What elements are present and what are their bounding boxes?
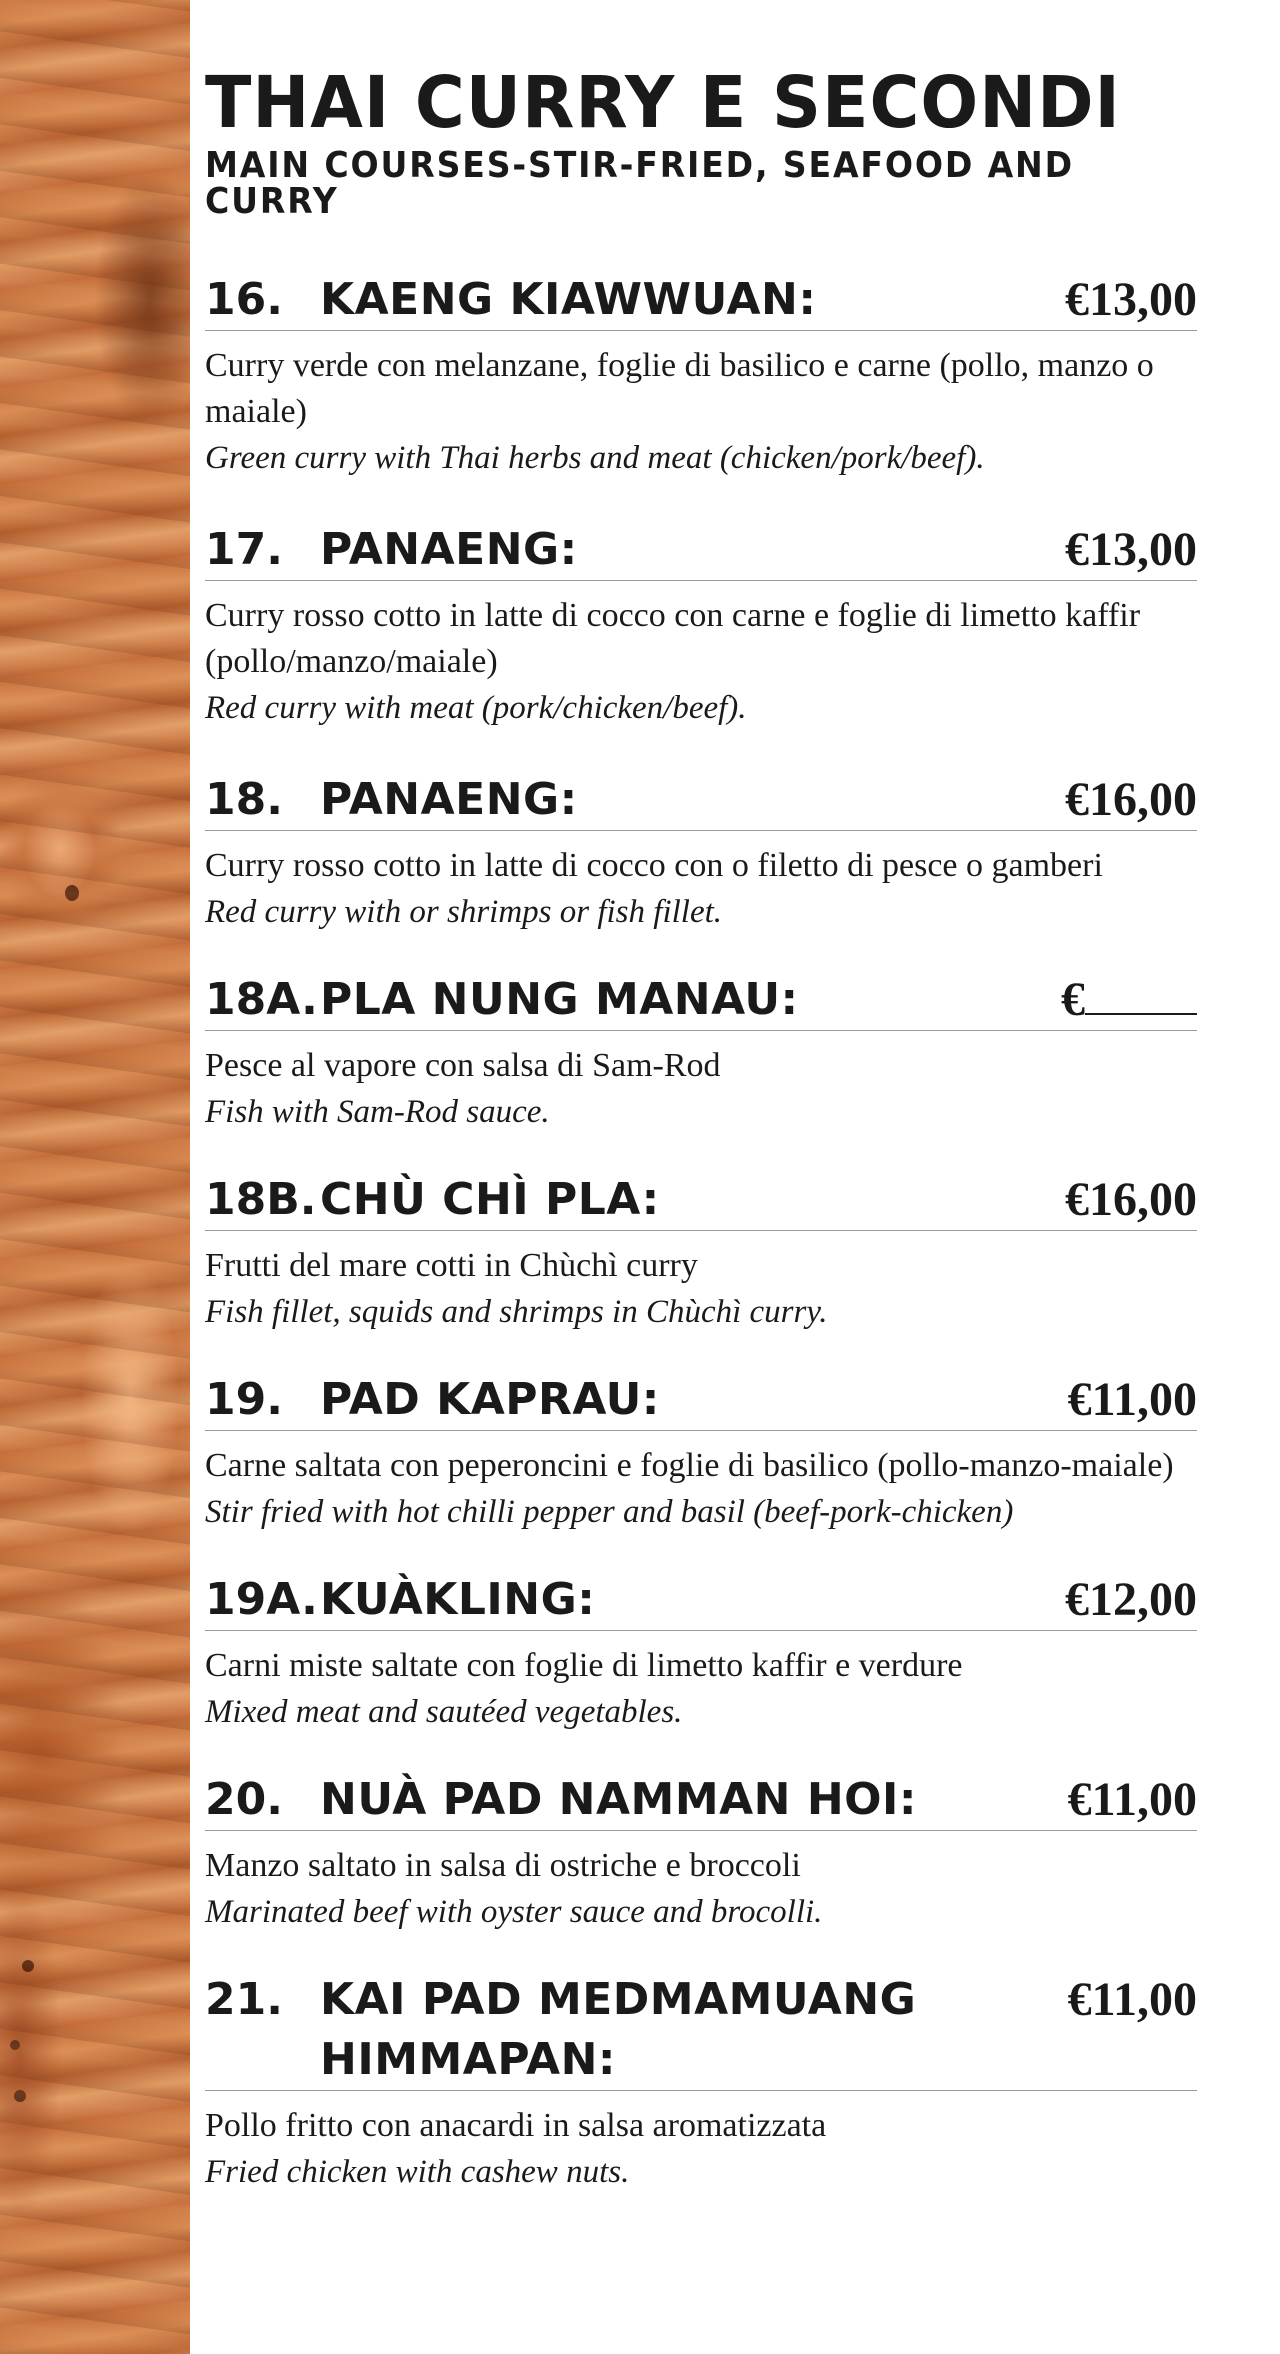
menu-item-header [205,270,1197,331]
item-description [205,343,1197,481]
item-description-italian: Curry verde con melanzane, foglie di basilico e carne (pollo, manzo o maiale) [205,347,1154,430]
menu-item-header [205,1570,1197,1631]
item-name: NUÀ PAD NAMMAN HOI: [320,1774,918,1825]
menu-item [205,970,1197,1135]
page-subtitle: MAIN COURSES-STIR-FRIED, SEAFOOD AND CURRY [205,145,1074,222]
item-price: € [1061,970,1197,1030]
item-description [205,2103,1197,2195]
item-description-italian: Frutti del mare cotti in Chùchì curry [205,1247,698,1284]
item-name: PLA NUNG MANAU: [320,974,799,1025]
item-description [205,1243,1197,1335]
item-description [205,843,1197,935]
item-name: CHÙ CHÌ PLA: [320,1174,660,1225]
item-name: KAENG KIAWWUAN: [320,274,817,325]
page-title: THAI CURRY E SECONDI [205,62,1121,145]
item-description-italian: Curry rosso cotto in latte di cocco con o filetto di pesce o gamberi [205,847,1103,884]
menu-item [205,770,1197,935]
item-description-english: Marinated beef with oyster sauce and brocolli. [205,1894,823,1930]
item-description-english: Stir fried with hot chilli pepper and basil (beef-pork-chicken) [205,1494,1014,1530]
item-name: PANAENG: [320,774,578,825]
item-name: PANAENG: [320,524,578,575]
item-description [205,593,1197,731]
menu-item [205,520,1197,731]
menu-item [205,270,1197,481]
item-number: 21. [205,1974,283,2025]
menu-item-header [205,1370,1197,1431]
menu-item [205,1370,1197,1535]
item-number: 17. [205,524,283,575]
wood-texture-panel [0,0,190,2354]
price-blank-line [1085,975,1197,1015]
item-description-italian: Curry rosso cotto in latte di cocco con carne e foglie di limetto kaffir (pollo/manzo/maiale) [205,597,1141,680]
menu-item-header [205,1170,1197,1231]
item-number: 16. [205,274,283,325]
item-number: 18. [205,774,283,825]
item-description-italian: Carne saltata con peperoncini e foglie di basilico (pollo-manzo-maiale) [205,1447,1174,1484]
item-description [205,1043,1197,1135]
wood-knot [10,2040,20,2050]
item-price: €13,00 [1065,273,1197,326]
item-price: €12,00 [1065,1573,1197,1626]
menu-item [205,1770,1197,1935]
item-description-english: Fried chicken with cashew nuts. [205,2154,630,2190]
menu-item [205,1170,1197,1335]
item-description-english: Fish with Sam-Rod sauce. [205,1094,550,1130]
item-price: €13,00 [1065,523,1197,576]
item-name: KAI PAD MEDMAMUANG HIMMAPAN: [320,1974,917,2085]
item-number: 19. [205,1374,283,1425]
item-name: KUÀKLING: [320,1574,596,1625]
menu-item-header [205,1770,1197,1831]
item-price: €11,00 [1067,1373,1197,1426]
wood-knot [65,885,79,901]
item-name: PAD KAPRAU: [320,1374,660,1425]
item-description [205,1443,1197,1535]
item-description-english: Green curry with Thai herbs and meat (chicken/pork/beef). [205,440,985,476]
item-description-english: Mixed meat and sautéed vegetables. [205,1694,683,1730]
item-price: €11,00 [1067,1773,1197,1826]
menu-item [205,1570,1197,1735]
item-description-english: Fish fillet, squids and shrimps in Chùchì curry. [205,1294,828,1330]
wood-knot [14,2090,26,2102]
item-description [205,1843,1197,1935]
menu-item [205,1970,1197,2195]
item-number: 20. [205,1774,283,1825]
item-price: €16,00 [1065,1173,1197,1226]
wood-knot [22,1960,34,1972]
menu-item-header [205,520,1197,581]
item-description-english: Red curry with meat (pork/chicken/beef). [205,690,747,726]
item-description-english: Red curry with or shrimps or fish fillet. [205,894,723,930]
item-number: 18B. [205,1174,317,1225]
item-description-italian: Pollo fritto con anacardi in salsa aromatizzata [205,2107,827,2144]
item-description-italian: Manzo saltato in salsa di ostriche e broccoli [205,1847,801,1884]
item-price: €11,00 [1067,1973,1197,2026]
item-description-italian: Pesce al vapore con salsa di Sam-Rod [205,1047,721,1084]
menu-item-header [205,1970,1197,2091]
menu-item-header [205,970,1197,1031]
menu-item-header [205,770,1197,831]
item-description [205,1643,1197,1735]
item-number: 18A. [205,974,318,1025]
item-description-italian: Carni miste saltate con foglie di limetto kaffir e verdure [205,1647,963,1684]
item-price: €16,00 [1065,773,1197,826]
item-number: 19A. [205,1574,318,1625]
